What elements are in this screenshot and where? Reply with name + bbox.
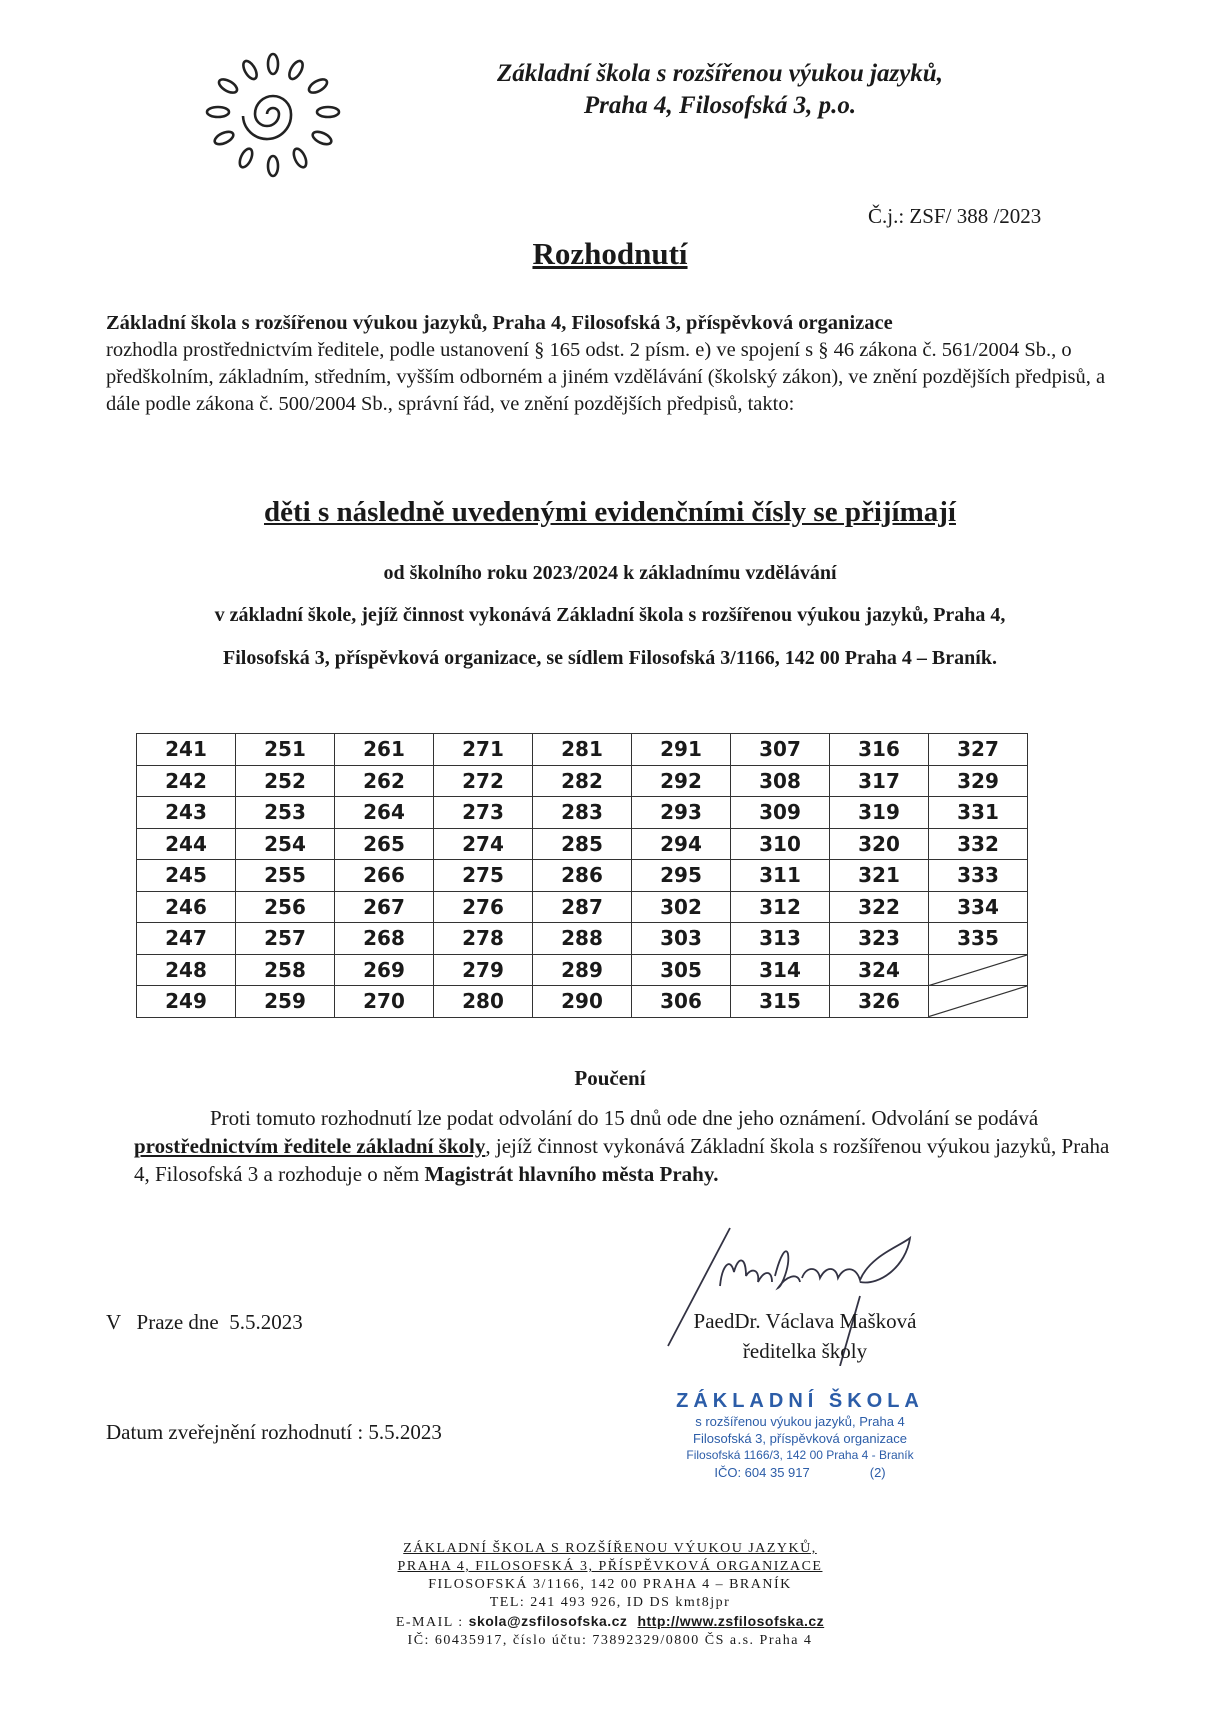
school-year-line: od školního roku 2023/2024 k základnímu vzdělávání xyxy=(383,562,837,584)
table-cell: 261 xyxy=(335,734,434,766)
school-stamp xyxy=(660,1390,940,1481)
table-cell: 270 xyxy=(335,986,434,1018)
table-cell: 321 xyxy=(830,860,929,892)
footer-line4: TEL: 241 493 926, ID DS kmt8jpr xyxy=(489,1595,731,1610)
table-cell: 308 xyxy=(731,765,830,797)
table-cell: 291 xyxy=(632,734,731,766)
table-row xyxy=(137,923,1028,955)
table-cell: 271 xyxy=(434,734,533,766)
table-cell: 256 xyxy=(236,891,335,923)
pouceni-text-part2: , jejíž činnost vykonává Základní škola s rozšířenou výukou jazyků, Praha 4, Filosofská 3 a rozhoduje o něm xyxy=(134,1134,1110,1186)
place-and-date: V Praze dne 5.5.2023 xyxy=(106,1310,303,1334)
table-cell: 286 xyxy=(533,860,632,892)
table-cell: 293 xyxy=(632,797,731,829)
empty-cell-crossed xyxy=(929,954,1028,986)
intro-text: rozhodla prostřednictvím ředitele, podle ustanovení § 165 odst. 2 písm. e) ve spojení s § 46 zákona č. 561/2004 Sb., o předškolním, základním, středním, vyšším odborném a jiném vzdělávání (školský zákon), ve znění pozdějších předpisů, a dále podle zákona č. 500/2004 Sb., správní řád, ve znění pozdějších předpisů, takto: xyxy=(106,339,1106,415)
stamp-ico: IČO: 604 35 917 xyxy=(714,1465,810,1480)
table-cell: 264 xyxy=(335,797,434,829)
table-cell: 333 xyxy=(929,860,1028,892)
table-cell: 331 xyxy=(929,797,1028,829)
table-cell: 310 xyxy=(731,828,830,860)
table-cell: 278 xyxy=(434,923,533,955)
table-row xyxy=(137,860,1028,892)
table-cell: 272 xyxy=(434,765,533,797)
intro-school-name: Základní škola s rozšířenou výukou jazyků, Praha 4, Filosofská 3, příspěvková organizace xyxy=(106,312,893,334)
table-cell: 312 xyxy=(731,891,830,923)
table-cell: 320 xyxy=(830,828,929,860)
pouceni-text-part1: Proti tomuto rozhodnutí lze podat odvolání do 15 dnů ode dne jeho oznámení. Odvolání se podává xyxy=(210,1106,1039,1130)
table-cell: 314 xyxy=(731,954,830,986)
table-cell: 306 xyxy=(632,986,731,1018)
table-cell: 280 xyxy=(434,986,533,1018)
table-cell: 305 xyxy=(632,954,731,986)
table-cell: 317 xyxy=(830,765,929,797)
table-row xyxy=(137,828,1028,860)
intro-paragraph xyxy=(106,310,1116,418)
stamp-line2: s rozšířenou výukou jazyků, Praha 4 xyxy=(695,1414,905,1429)
reference-number: Č.j.: ZSF/ 388 /2023 xyxy=(868,204,1042,228)
table-cell: 275 xyxy=(434,860,533,892)
table-cell: 252 xyxy=(236,765,335,797)
stamp-line1: ZÁKLADNÍ ŠKOLA xyxy=(676,1390,924,1412)
table-cell: 334 xyxy=(929,891,1028,923)
table-cell: 309 xyxy=(731,797,830,829)
school-header xyxy=(440,58,1000,122)
table-cell: 266 xyxy=(335,860,434,892)
table-row xyxy=(137,891,1028,923)
table-cell: 242 xyxy=(137,765,236,797)
table-cell: 246 xyxy=(137,891,236,923)
school-line-a: v základní škole, jejíž činnost vykonává Základní škola s rozšířenou výukou jazyků, Praha 4, xyxy=(214,604,1006,626)
table-cell: 248 xyxy=(137,954,236,986)
table-row xyxy=(137,765,1028,797)
table-cell: 322 xyxy=(830,891,929,923)
table-cell: 268 xyxy=(335,923,434,955)
table-row xyxy=(137,797,1028,829)
footer-email[interactable]: skola@zsfilosofska.cz xyxy=(468,1613,628,1629)
table-cell: 313 xyxy=(731,923,830,955)
table-cell: 257 xyxy=(236,923,335,955)
publication-date: Datum zveřejnění rozhodnutí : 5.5.2023 xyxy=(106,1420,442,1444)
stamp-number: (2) xyxy=(869,1465,886,1480)
table-cell: 289 xyxy=(533,954,632,986)
table-cell: 262 xyxy=(335,765,434,797)
table-cell: 258 xyxy=(236,954,335,986)
table-cell: 287 xyxy=(533,891,632,923)
pouceni-underlined: prostřednictvím ředitele základní školy xyxy=(134,1134,486,1158)
table-cell: 243 xyxy=(137,797,236,829)
table-cell: 324 xyxy=(830,954,929,986)
table-cell: 295 xyxy=(632,860,731,892)
table-cell: 285 xyxy=(533,828,632,860)
table-cell: 253 xyxy=(236,797,335,829)
table-cell: 273 xyxy=(434,797,533,829)
table-cell: 259 xyxy=(236,986,335,1018)
table-cell: 332 xyxy=(929,828,1028,860)
table-cell: 241 xyxy=(137,734,236,766)
table-cell: 311 xyxy=(731,860,830,892)
signatory xyxy=(640,1306,970,1366)
signatory-role: ředitelka školy xyxy=(742,1339,868,1363)
table-cell: 329 xyxy=(929,765,1028,797)
table-cell: 244 xyxy=(137,828,236,860)
table-row xyxy=(137,954,1028,986)
table-cell: 335 xyxy=(929,923,1028,955)
page-footer xyxy=(0,1540,1220,1650)
table-row xyxy=(137,734,1028,766)
table-cell: 294 xyxy=(632,828,731,860)
table-cell: 269 xyxy=(335,954,434,986)
school-header-line2: Praha 4, Filosofská 3, p.o. xyxy=(583,92,857,119)
table-cell: 290 xyxy=(533,986,632,1018)
table-cell: 254 xyxy=(236,828,335,860)
footer-line1: ZÁKLADNÍ ŠKOLA S ROZŠÍŘENOU VÝUKOU JAZYKŮ, xyxy=(403,1541,817,1556)
table-cell: 283 xyxy=(533,797,632,829)
footer-website[interactable]: http://www.zsfilosofska.cz xyxy=(637,1613,825,1629)
footer-line3: FILOSOFSKÁ 3/1166, 142 00 PRAHA 4 – BRANÍK xyxy=(428,1577,792,1592)
pouceni-text xyxy=(134,1104,1110,1188)
table-cell: 279 xyxy=(434,954,533,986)
table-cell: 245 xyxy=(137,860,236,892)
evidence-number-table xyxy=(136,733,1028,1018)
table-cell: 316 xyxy=(830,734,929,766)
table-cell: 323 xyxy=(830,923,929,955)
stamp-line4: Filosofská 1166/3, 142 00 Praha 4 - Braník xyxy=(686,1448,914,1462)
table-cell: 267 xyxy=(335,891,434,923)
table-cell: 281 xyxy=(533,734,632,766)
footer-line2: PRAHA 4, FILOSOFSKÁ 3, PŘÍSPĚVKOVÁ ORGANIZACE xyxy=(397,1559,823,1574)
table-cell: 303 xyxy=(632,923,731,955)
table-cell: 326 xyxy=(830,986,929,1018)
table-cell: 274 xyxy=(434,828,533,860)
footer-email-label: E-MAIL : xyxy=(395,1615,469,1630)
table-cell: 249 xyxy=(137,986,236,1018)
pouceni-heading: Poučení xyxy=(574,1066,646,1090)
document-title: Rozhodnutí xyxy=(532,236,688,271)
table-cell: 307 xyxy=(731,734,830,766)
signatory-name: PaedDr. Václava Mašková xyxy=(693,1309,917,1333)
school-logo-sun xyxy=(198,52,348,182)
table-cell: 327 xyxy=(929,734,1028,766)
school-line-b: Filosofská 3, příspěvková organizace, se sídlem Filosofská 3/1166, 142 00 Praha 4 – Braník. xyxy=(223,647,997,669)
table-cell: 255 xyxy=(236,860,335,892)
table-cell: 302 xyxy=(632,891,731,923)
table-cell: 247 xyxy=(137,923,236,955)
footer-line6: IČ: 60435917, číslo účtu: 73892329/0800 ČS a.s. Praha 4 xyxy=(407,1633,813,1648)
table-cell: 265 xyxy=(335,828,434,860)
table-row xyxy=(137,986,1028,1018)
empty-cell-crossed xyxy=(929,986,1028,1018)
school-header-line1: Základní škola s rozšířenou výukou jazyků, xyxy=(497,60,943,87)
table-cell: 319 xyxy=(830,797,929,829)
table-cell: 315 xyxy=(731,986,830,1018)
stamp-line3: Filosofská 3, příspěvková organizace xyxy=(693,1431,907,1446)
table-cell: 288 xyxy=(533,923,632,955)
pouceni-authority: Magistrát hlavního města Prahy. xyxy=(424,1162,719,1186)
table-cell: 251 xyxy=(236,734,335,766)
table-cell: 292 xyxy=(632,765,731,797)
table-cell: 282 xyxy=(533,765,632,797)
table-cell: 276 xyxy=(434,891,533,923)
decision-heading: děti s následně uvedenými evidenčními čísly se přijímají xyxy=(264,496,956,528)
